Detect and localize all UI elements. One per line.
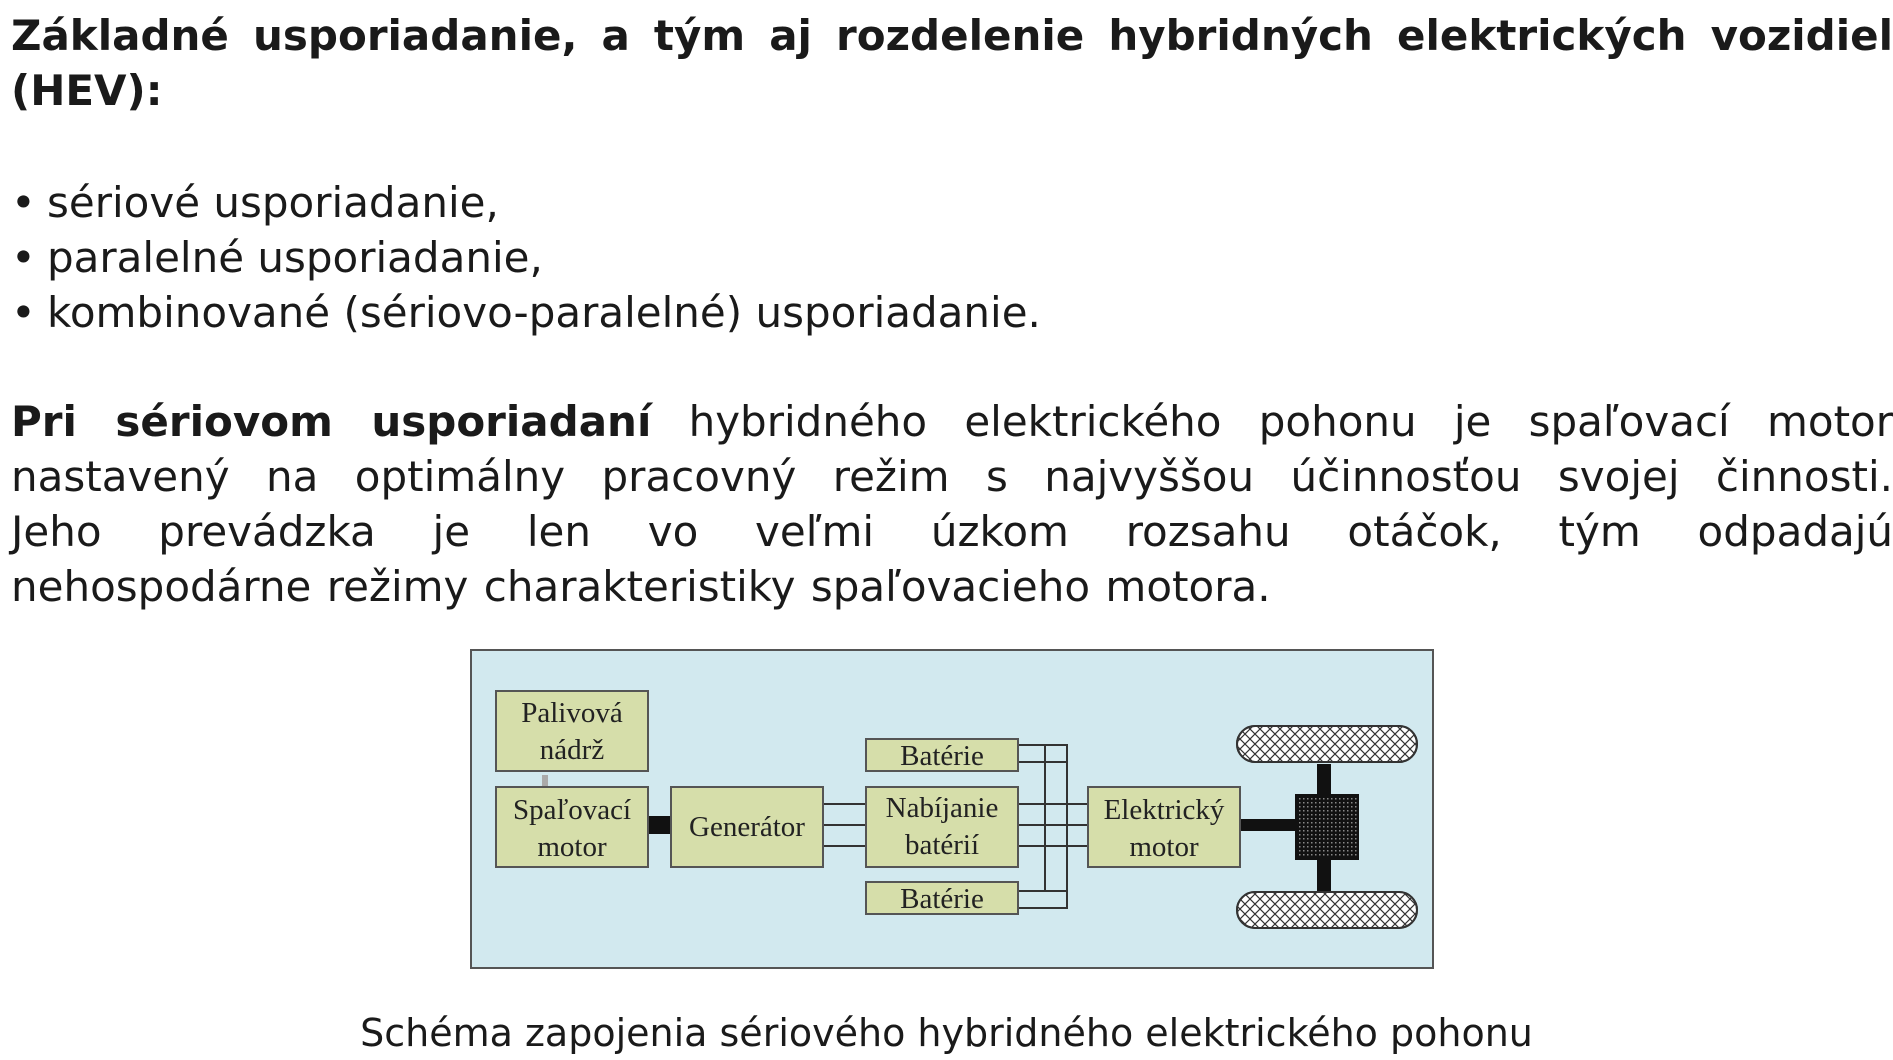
paragraph-line-1-rest: hybridného elektrického pohonu je spaľovací motor <box>651 397 1893 446</box>
heading-line-1: Základné usporiadanie, a tým aj rozdelenie hybridných elektrických vozidiel <box>11 11 1893 60</box>
hev-types-list <box>11 175 1893 340</box>
paragraph-bold-lead: Pri sériovom usporiadaní <box>11 397 652 446</box>
document-body <box>11 0 1893 614</box>
serial-description-paragraph <box>11 394 1893 614</box>
paragraph-line-3: Jeho prevádzka je len vo veľmi úzkom rozsahu otáčok, tým odpadajú <box>11 507 1893 556</box>
serial-hybrid-diagram <box>470 649 1434 969</box>
engine-label-2: motor <box>537 831 607 863</box>
battery-bottom-label: Batérie <box>900 883 984 915</box>
figure-caption: Schéma zapojenia sériového hybridného elektrického pohonu <box>360 1011 1533 1055</box>
paragraph-line-1 <box>11 394 1893 449</box>
battery-top-label: Batérie <box>900 740 984 772</box>
list-item: • sériové usporiadanie, <box>11 175 1893 230</box>
list-item: • paralelné usporiadanie, <box>11 230 1893 285</box>
diagram-svg <box>470 649 1434 969</box>
electric-motor-label-1: Elektrický <box>1103 794 1225 826</box>
fuel-tank-label-1: Palivová <box>521 697 623 729</box>
charging-label-2: batérií <box>904 829 980 861</box>
paragraph-line-4: nehospodárne režimy charakteristiky spaľovacieho motora. <box>11 562 1271 611</box>
generator-label: Generátor <box>689 811 805 843</box>
fuel-tank-label-2: nádrž <box>539 734 605 766</box>
charging-label-1: Nabíjanie <box>885 792 999 824</box>
section-heading <box>11 8 1893 118</box>
list-item: • kombinované (sériovo-paralelné) usporiadanie. <box>11 285 1893 340</box>
paragraph-line-2: nastavený na optimálny pracovný režim s najvyššou účinnosťou svojej činnosti. <box>11 452 1893 501</box>
wheel-axle-differential <box>1296 795 1358 859</box>
heading-line-2: (HEV): <box>11 66 163 115</box>
electric-motor-label-2: motor <box>1129 831 1199 863</box>
engine-label-1: Spaľovací <box>512 794 632 826</box>
